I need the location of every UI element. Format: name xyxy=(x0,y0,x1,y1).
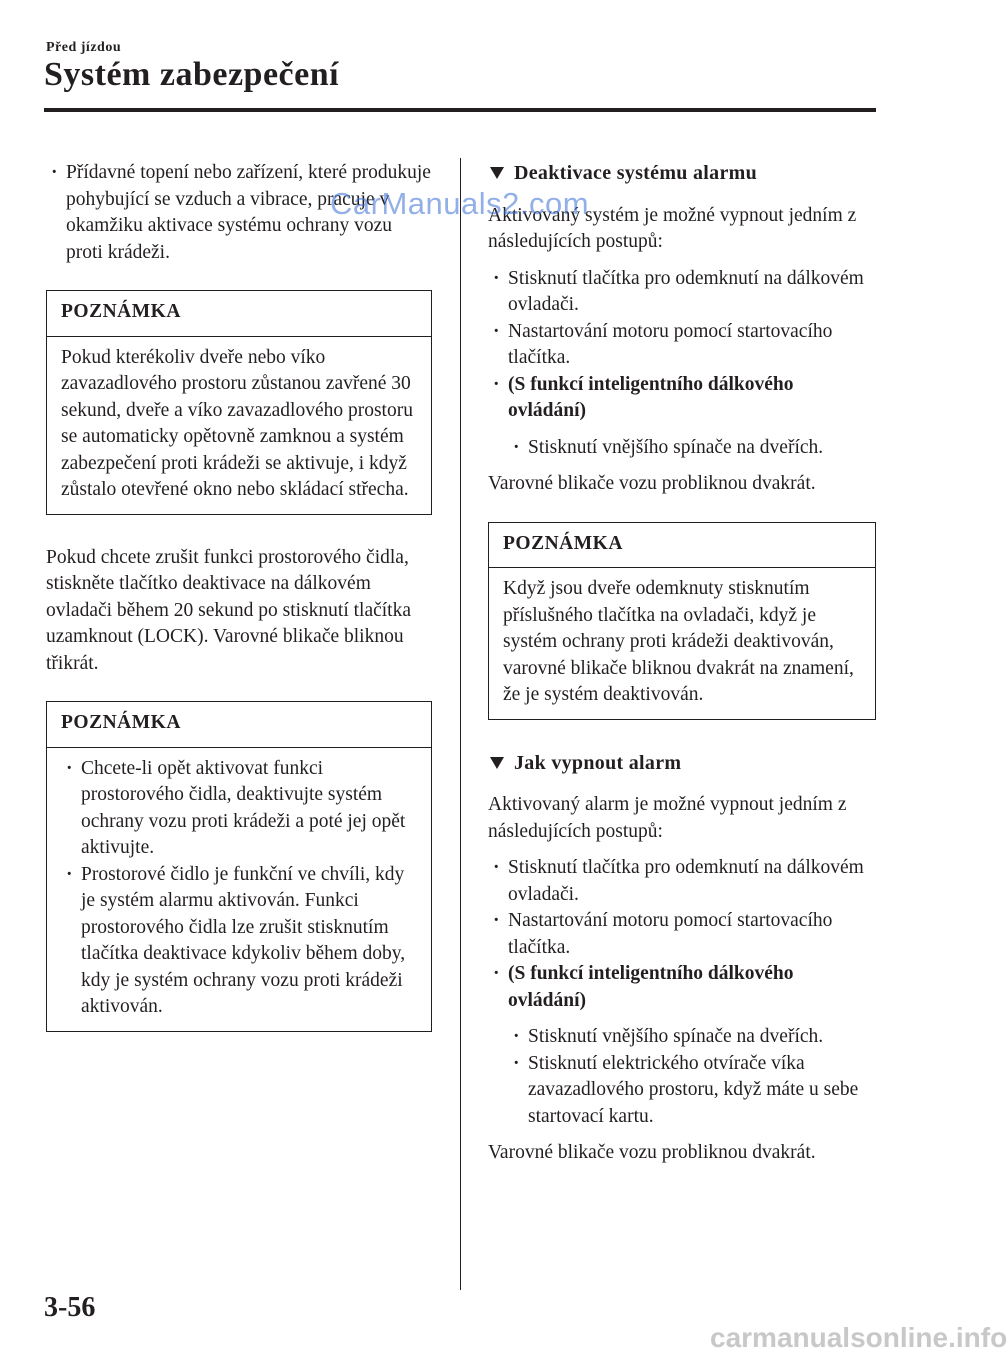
right-column xyxy=(488,160,876,1167)
footer-watermark: carmanualsonline.info xyxy=(710,1322,1007,1353)
note-body: Když jsou dveře odemknuty stisknutím příslušného tlačítka na ovladači, když je systém ochrany proti krádeži deaktivován, varovné blikače bliknou dvakrát na znamení, že je systém deaktivován. xyxy=(503,578,854,705)
intro-bullet: · Přídavné topení nebo zařízení, které produkuje pohybující se vzduch a vibrace, pracuje v okamžiku aktivace systému ochrany vozu proti krádeži. xyxy=(46,160,432,266)
note-title: POZNÁMKA xyxy=(47,291,431,337)
section-heading-text: Deaktivace systému alarmu xyxy=(514,162,758,184)
section-heading-text: Jak vypnout alarm xyxy=(514,751,682,774)
header-section-label: Před jízdou xyxy=(46,40,122,55)
header-rule xyxy=(44,108,876,112)
sub-list-item: · Stisknutí elektrického otvírače víka zavazadlového prostoru, když máte u sebe startovací kartu. xyxy=(488,1051,876,1131)
list-item: · Nastartování motoru pomocí startovacího tlačítka. xyxy=(488,908,876,961)
section-intro: Aktivovaný systém je možné vypnout jedním z následujících postupů: xyxy=(488,204,857,252)
paragraph: Pokud chcete zrušit funkci prostorového čidla, stiskněte tlačítko deaktivace na dálkovém ovladači během 20 sekund po stisknutí tlačítka uzamknout (LOCK). Varovné blikače bliknou třikrát. xyxy=(46,546,412,674)
note-box-1 xyxy=(46,290,432,515)
section-intro: Aktivovaný alarm je možné vypnout jedním z následujících postupů: xyxy=(488,794,847,842)
left-column xyxy=(46,160,432,1032)
column-divider xyxy=(460,158,461,1290)
list-item-bold: · (S funkcí inteligentního dálkového ovládání) xyxy=(488,372,876,425)
note-box-2 xyxy=(46,701,432,1032)
note-title: POZNÁMKA xyxy=(47,702,431,748)
triangle-down-icon xyxy=(490,757,504,769)
note-box-3 xyxy=(488,522,876,720)
list-item: · Nastartování motoru pomocí startovacího tlačítka. xyxy=(488,319,876,372)
section-outro: Varovné blikače vozu probliknou dvakrát. xyxy=(488,1142,816,1163)
note-bullet: · Prostorové čidlo je funkční ve chvíli, kdy je systém alarmu aktivován. Funkci prostorového čidla lze zrušit stisknutím tlačítka deaktivace kdykoliv během doby, kdy je systém ochrany vozu proti krádeži aktivován. xyxy=(61,862,417,1021)
list-item: · Stisknutí tlačítka pro odemknutí na dálkovém ovladači. xyxy=(488,855,876,908)
list-item-bold: · (S funkcí inteligentního dálkového ovládání) xyxy=(488,961,876,1014)
page-number: 3-56 xyxy=(44,1292,96,1323)
section-heading-deactivation xyxy=(488,160,876,187)
sub-list-item: · Stisknutí vnějšího spínače na dveřích. xyxy=(488,1024,876,1051)
triangle-down-icon xyxy=(490,167,504,179)
section-outro: Varovné blikače vozu probliknou dvakrát. xyxy=(488,473,816,494)
note-bullet: · Chcete-li opět aktivovat funkci prostorového čidla, deaktivujte systém ochrany vozu proti krádeži a poté jej opět aktivujte. xyxy=(61,756,417,862)
sub-list-item: · Stisknutí vnějšího spínače na dveřích. xyxy=(488,435,876,462)
list-item: · Stisknutí tlačítka pro odemknutí na dálkovém ovladači. xyxy=(488,266,876,319)
watermark: CarManuals2.com xyxy=(330,186,590,221)
note-title: POZNÁMKA xyxy=(489,523,875,569)
note-body: Pokud kterékoliv dveře nebo víko zavazadlového prostoru zůstanou zavřené 30 sekund, dveře a víko zavazadlového prostoru se automaticky opětovně zamknou a systém zabezpečení proti krádeži se aktivuje, i když zůstalo otevřené okno nebo skládací střecha. xyxy=(61,346,413,500)
page-title: Systém zabezpečení xyxy=(44,56,340,93)
section-heading-alarm-off xyxy=(488,750,876,777)
